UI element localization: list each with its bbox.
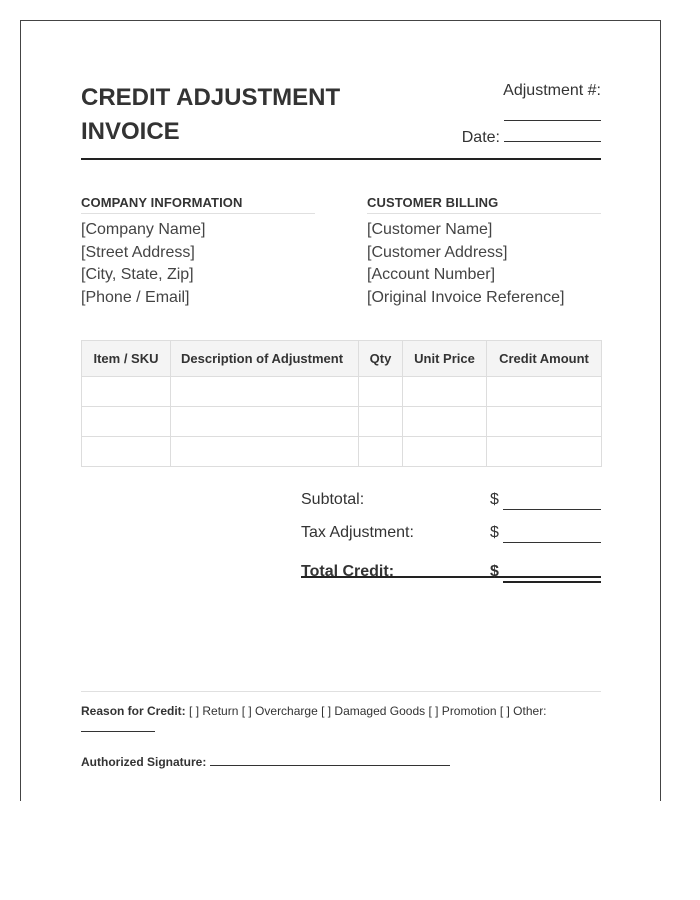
company-heading: COMPANY INFORMATION [81,195,315,214]
customer-account: [Account Number] [367,266,496,283]
subtotal-row [301,489,601,511]
table-cell[interactable] [487,377,602,407]
tax-adjustment-row [301,522,601,544]
customer-name: [Customer Name] [367,221,493,238]
total-credit-label: Total Credit: [301,563,395,580]
subtotal-label: Subtotal: [301,491,365,508]
table-cell[interactable] [171,377,359,407]
date-label: Date: [461,129,500,146]
adjustment-items-table [81,340,602,467]
table-row [82,407,602,437]
table-cell[interactable] [359,377,403,407]
customer-invoice-reference: [Original Invoice Reference] [367,288,565,306]
reason-label: Reason for Credit: [81,704,186,718]
customer-billing [367,195,601,309]
column-header-unit-price: Unit Price [403,341,487,377]
company-contact: [Phone / Email] [81,288,190,306]
table-cell[interactable] [359,437,403,467]
subtotal-field[interactable] [503,509,601,510]
customer-heading: CUSTOMER BILLING [367,195,601,214]
table-cell[interactable] [487,437,602,467]
tax-adjustment-currency: $ [490,524,499,541]
table-cell[interactable] [403,377,487,407]
table-header-row [82,341,602,377]
adjustment-number-label: Adjustment #: [503,82,601,99]
reason-for-credit [81,704,601,718]
table-cell[interactable] [487,407,602,437]
footer-divider [81,691,601,692]
invoice-page [20,20,661,801]
customer-address: [Customer Address] [367,243,508,261]
adjustment-number-field[interactable] [504,120,601,121]
company-information [81,195,315,309]
signature-label: Authorized Signature: [81,755,207,769]
reason-options[interactable]: [ ] Return [ ] Overcharge [ ] Damaged Goods [ ] Promotion [ ] Other: [189,704,547,718]
column-header-qty: Qty [359,341,403,377]
table-cell[interactable] [171,407,359,437]
total-credit-currency: $ [490,563,499,580]
column-header-credit-amount: Credit Amount [487,341,602,377]
tax-adjustment-field[interactable] [503,542,601,543]
header-divider [81,158,601,160]
table-cell[interactable] [403,437,487,467]
company-lines [81,219,315,309]
date-row [462,127,601,147]
tax-adjustment-label: Tax Adjustment: [301,524,414,541]
table-row [82,437,602,467]
invoice-title [81,81,381,149]
total-credit-row [301,561,601,583]
table-cell[interactable] [82,437,171,467]
signature-row [81,754,450,769]
column-header-item-sku: Item / SKU [82,341,171,377]
title-line-1: CREDIT ADJUSTMENT [81,84,341,111]
table-cell[interactable] [82,407,171,437]
table-cell[interactable] [359,407,403,437]
table-cell[interactable] [82,377,171,407]
customer-lines [367,219,601,309]
signature-field[interactable] [210,754,450,766]
title-line-2: INVOICE [81,118,180,145]
total-credit-field[interactable] [503,581,601,583]
column-header-description: Description of Adjustment [171,341,359,377]
table-row [82,377,602,407]
table-cell[interactable] [403,407,487,437]
company-city: [City, State, Zip] [81,266,194,283]
reason-other-field[interactable] [81,731,155,732]
company-street: [Street Address] [81,243,195,261]
subtotal-currency: $ [490,491,499,508]
company-name: [Company Name] [81,221,206,238]
table-cell[interactable] [171,437,359,467]
date-field[interactable] [504,127,601,142]
